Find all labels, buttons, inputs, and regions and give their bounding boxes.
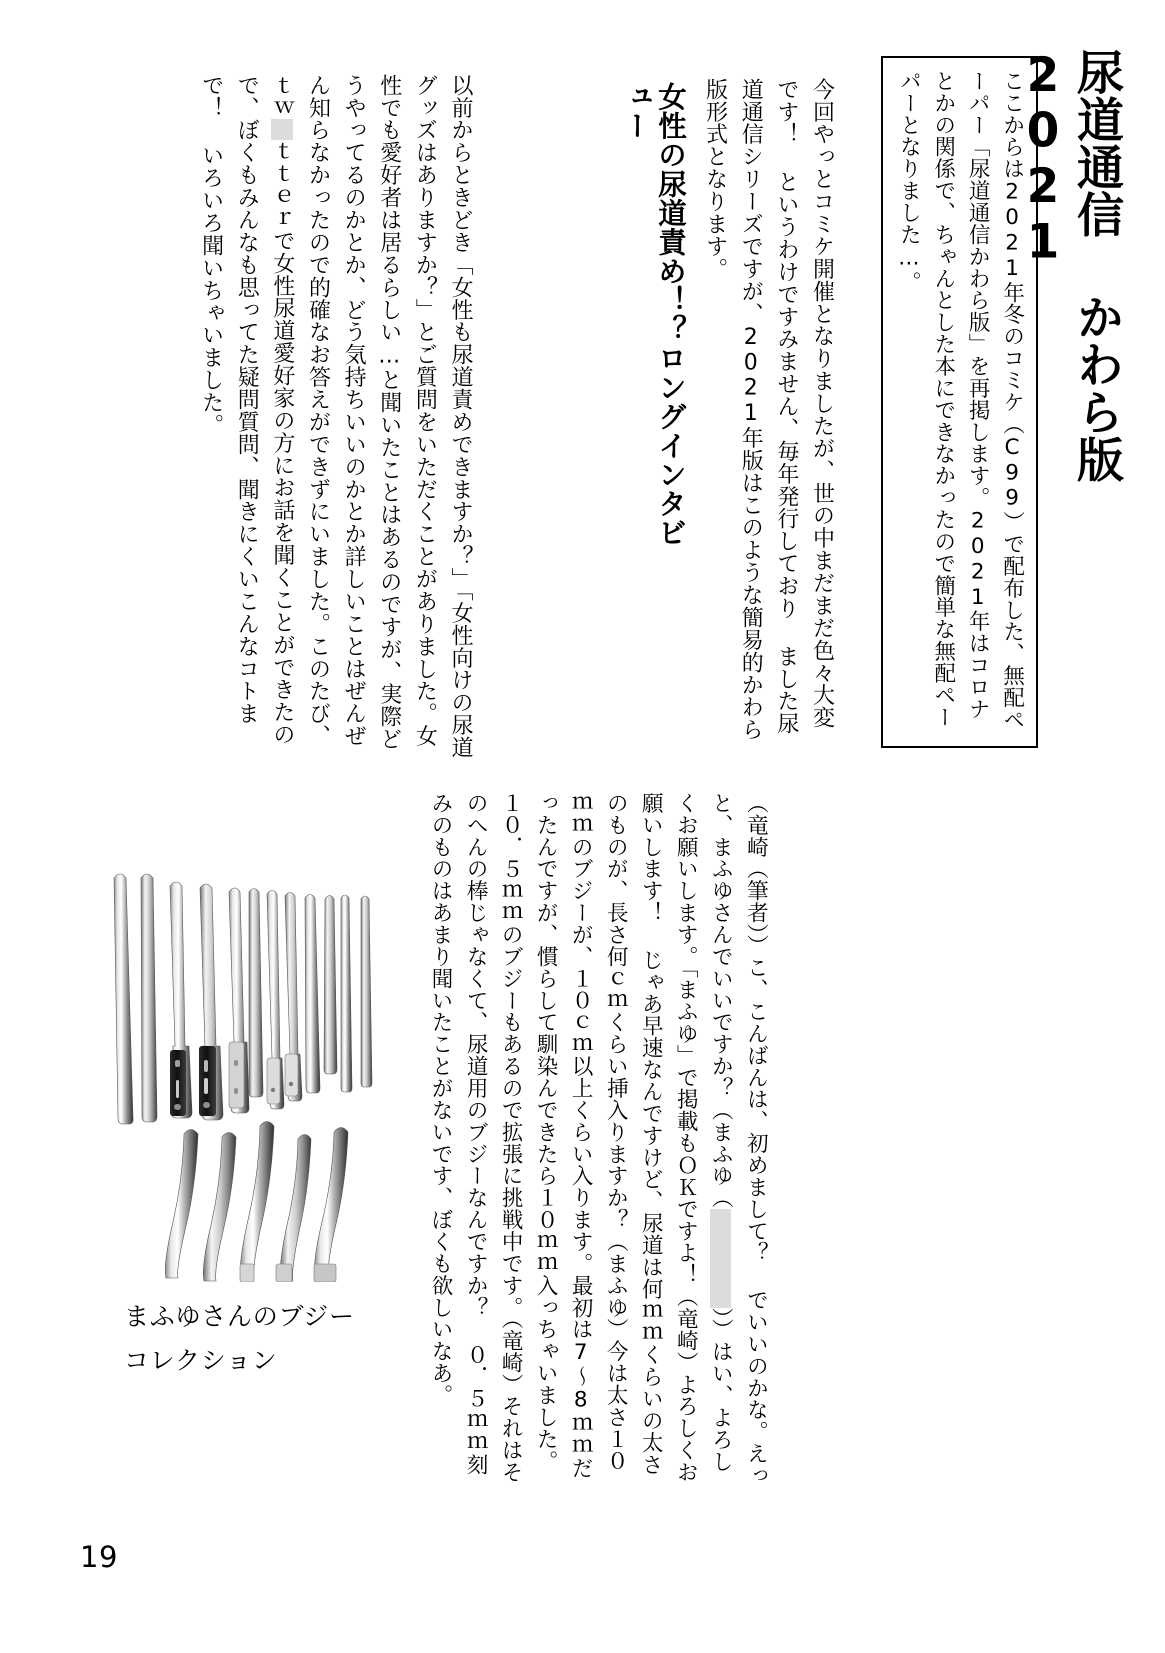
bougie-collection-photo — [88, 812, 378, 1282]
interview-line-speaker: （まふゆ（ — [708, 1099, 734, 1209]
photo-caption-line-2: コレクション — [124, 1345, 278, 1375]
interview-line-speaker-suffix: ）） — [708, 1307, 734, 1341]
intro-paragraph-text: 今回やっとコミケ開催となりましたが、世の中まだまだ色々大変です！ というわけですみません、毎年発行しており ました尿道通信シリーズですが、2021年版はこのような簡易的かわら版形式となります。 — [702, 78, 835, 741]
interview-line-text: 今は太さ１０ｍｍのブジーが、１０ｃｍ以上くらい入ります。最初は7〜8ｍｍだったんですが、慣らして馴染んできたら１０ｍｍ入っちゃいました。１０．５ｍｍのブジーもあるので拡張に挑戦中です。 — [498, 792, 629, 1479]
lead-callout-box — [881, 56, 1038, 748]
interview-line-text: それはそのへんの棒じゃなくて、尿道用のブジーなんですか？ ０．５ｍｍ刻みのものはあまり聞いたことがないです、ぼくも欲しいなあ。 — [428, 792, 524, 1484]
interview-line-speaker: （竜崎） — [673, 1285, 699, 1374]
interview-line-speaker: （竜崎） — [498, 1318, 524, 1396]
lead-callout-text: ここからは2021年冬のコミケ（C99）で配布した、無配ペーパー「尿道通信かわら版」を再掲します。2021年はコロナとかの関係で、ちゃんとした本にできなかったので簡単な無配ペーパーとなりました…。 — [896, 70, 1025, 731]
interview-line-text: こ、こんばんは、初めまして？ でいいのかな。えっと、まふゆさんでいいですか？ — [708, 792, 769, 1487]
interview-transcript — [423, 792, 1123, 1492]
section-body-text — [193, 74, 478, 764]
section-body — [193, 74, 625, 764]
interview-line-text: はい、よろしくお願いします。「まふゆ」で掲載もＯＫですよ！ — [673, 792, 734, 1473]
section-heading: 女性の尿道責め！？ロングインタビュー — [619, 82, 687, 548]
photo-caption — [124, 1295, 424, 1383]
photo-caption-line-1: まふゆさんのブジー — [124, 1302, 355, 1331]
redaction-bar-icon — [271, 119, 293, 140]
page-number: 19 — [80, 1540, 119, 1574]
page-title: 尿道通信 かわら版2021 — [1015, 48, 1124, 484]
section-body-part-1: 以前からときどき「女性も尿道責めできますか？」「女性向けの尿道グッズはありますか？」とご質問をいただくことがありました。女性でも愛好者は居るらしい…と聞いたことはあるのですが、実際どうやってるのかとか、どう気持ちいいのかとか詳しいことはぜんぜん知らなかったので的確なお答えができずにいました。このたび、ｔｗ — [269, 74, 473, 759]
interview-line-speaker: （まふゆ） — [603, 1230, 629, 1341]
intro-paragraph — [697, 78, 865, 743]
redaction-bar-icon — [710, 1209, 732, 1308]
interview-line-text: よろしくお願いします！ じゃあ早速なんですけど、尿道は何ｍｍくらいの太さのものが、長さ何ｃｍくらい挿入りますか？ — [603, 792, 699, 1484]
interview-line-speaker: （竜崎（筆者）） — [743, 792, 769, 957]
section-body-part-2: ｔｔｅｒで女性尿道愛好家の方にお話を聞くことができたので、ぼくもみんなも思ってた疑問質問、聞きにくいこんなコトまで！ いろいろ聞いちゃいました。 — [198, 74, 295, 746]
interview-text — [423, 792, 773, 1492]
